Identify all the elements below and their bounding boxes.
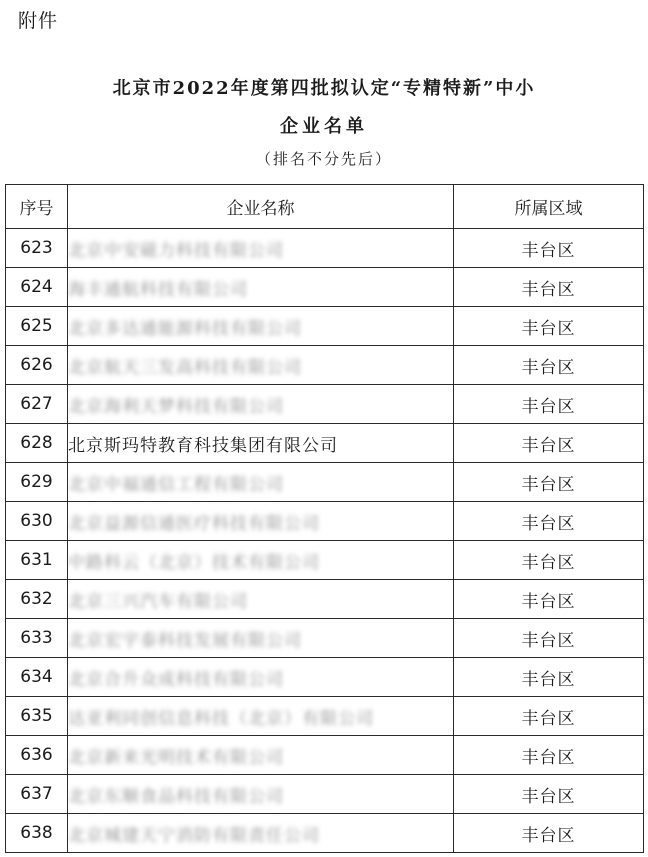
serial-number-cell: 626: [6, 346, 68, 385]
enterprise-name-cell: 北京合升众成科技有限公司: [68, 658, 454, 697]
district-cell: 丰台区: [454, 541, 644, 580]
document-title: 北京市2022年度第四批拟认定“专精特新”中小: [112, 78, 536, 99]
enterprise-name-cell: 北京海利天梦科技有限公司: [68, 385, 454, 424]
district-cell: 丰台区: [454, 619, 644, 658]
table-row: [6, 229, 644, 268]
enterprise-table: [5, 184, 644, 853]
table-row: [6, 736, 644, 775]
header-district: 所属区域: [454, 185, 644, 229]
document-subtitle: （排名不分先后）: [255, 150, 392, 168]
serial-number-cell: 638: [6, 814, 68, 853]
enterprise-name-cell: 北京多达通能源科技有限公司: [68, 307, 454, 346]
table-row: [6, 580, 644, 619]
district-cell: 丰台区: [454, 307, 644, 346]
enterprise-name-cell: 北京中安磁力科技有限公司: [68, 229, 454, 268]
table-header-row: [6, 185, 644, 229]
enterprise-name-cell: 北京东顺食品科技有限公司: [68, 775, 454, 814]
table-body: [6, 229, 644, 853]
table-row: [6, 658, 644, 697]
district-cell: 丰台区: [454, 658, 644, 697]
district-cell: 丰台区: [454, 268, 644, 307]
enterprise-name-cell: 中路科云（北京）技术有限公司: [68, 541, 454, 580]
enterprise-name-cell: 北京城建天宁消防有限责任公司: [68, 814, 454, 853]
serial-number-cell: 634: [6, 658, 68, 697]
district-cell: 丰台区: [454, 424, 644, 463]
serial-number-cell: 628: [6, 424, 68, 463]
district-cell: 丰台区: [454, 502, 644, 541]
serial-number-cell: 631: [6, 541, 68, 580]
table-row: [6, 346, 644, 385]
serial-number-cell: 624: [6, 268, 68, 307]
serial-number-cell: 633: [6, 619, 68, 658]
table-row: [6, 307, 644, 346]
district-cell: 丰台区: [454, 385, 644, 424]
district-cell: 丰台区: [454, 580, 644, 619]
table-row: [6, 697, 644, 736]
serial-number-cell: 629: [6, 463, 68, 502]
enterprise-name-cell: 达亚利同创信息科技（北京）有限公司: [68, 697, 454, 736]
enterprise-name-cell: 北京斯玛特教育科技集团有限公司: [68, 424, 454, 463]
district-cell: 丰台区: [454, 775, 644, 814]
header-enterprise-name: 企业名称: [68, 185, 454, 229]
enterprise-name-cell: 北京新来光明技术有限公司: [68, 736, 454, 775]
table-row: [6, 619, 644, 658]
table-row: [6, 775, 644, 814]
serial-number-cell: 627: [6, 385, 68, 424]
table-row: [6, 463, 644, 502]
district-cell: 丰台区: [454, 463, 644, 502]
serial-number-cell: 635: [6, 697, 68, 736]
enterprise-name-cell: 北京宏宇泰科技发展有限公司: [68, 619, 454, 658]
district-cell: 丰台区: [454, 736, 644, 775]
annex-label: 附件: [18, 10, 59, 32]
serial-number-cell: 630: [6, 502, 68, 541]
enterprise-name-cell: 北京航天三发高科技有限公司: [68, 346, 454, 385]
serial-number-cell: 637: [6, 775, 68, 814]
enterprise-name-cell: 北京三兴汽车有限公司: [68, 580, 454, 619]
serial-number-cell: 636: [6, 736, 68, 775]
table-row: [6, 502, 644, 541]
table-row: [6, 268, 644, 307]
serial-number-cell: 625: [6, 307, 68, 346]
table-row: [6, 814, 644, 853]
serial-number-cell: 632: [6, 580, 68, 619]
table-row: [6, 424, 644, 463]
district-cell: 丰台区: [454, 346, 644, 385]
serial-number-cell: 623: [6, 229, 68, 268]
district-cell: 丰台区: [454, 229, 644, 268]
header-serial-number: 序号: [6, 185, 68, 229]
district-cell: 丰台区: [454, 697, 644, 736]
enterprise-name-cell: 海丰通航科技有限公司: [68, 268, 454, 307]
table-row: [6, 385, 644, 424]
document-title-line2: 企业名单: [280, 116, 368, 137]
district-cell: 丰台区: [454, 814, 644, 853]
enterprise-name-cell: 北京益源信通医疗科技有限公司: [68, 502, 454, 541]
table-row: [6, 541, 644, 580]
enterprise-name-cell: 北京中福通信工程有限公司: [68, 463, 454, 502]
